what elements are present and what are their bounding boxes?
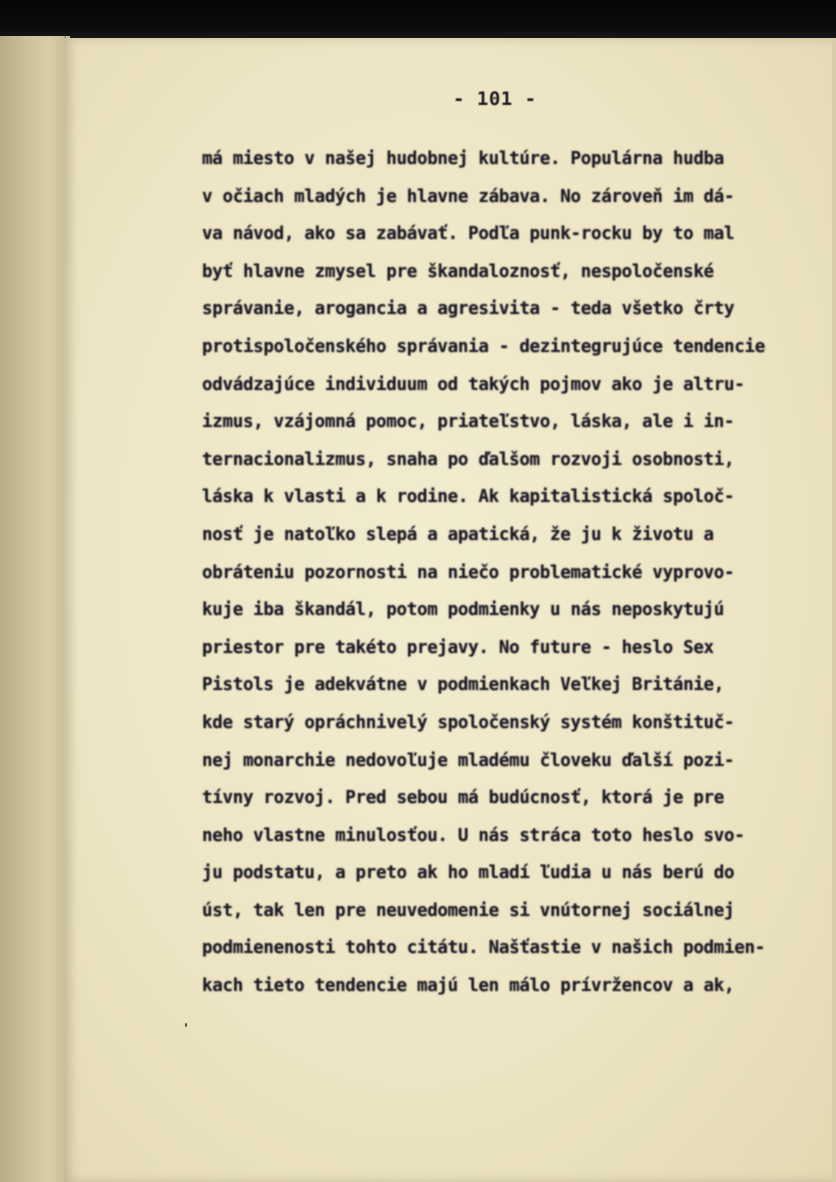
text-line: va návod, ako sa zabávať. Podľa punk-rocku by to mal (202, 224, 735, 245)
text-line: kach tieto tendencie majú len málo prívržencov a ak, (202, 976, 735, 997)
text-line: tívny rozvoj. Pred sebou má budúcnosť, ktorá je pre (202, 788, 725, 809)
body-text (202, 141, 792, 1006)
text-line: neho vlastne minulosťou. U nás stráca toto heslo svo- (202, 825, 745, 846)
book-page-stack (0, 36, 70, 1182)
text-line: správanie, arogancia a agresivita - teda všetko črty (202, 299, 735, 320)
text-line: ju podstatu, a preto ak ho mladí ľudia u nás berú do (202, 863, 735, 884)
text-line: nosť je natoľko slepá a apatická, že ju k životu a (202, 524, 714, 545)
text-line: v očiach mladých je hlavne zábava. No zároveň im dá- (202, 186, 735, 207)
text-line: priestor pre takéto prejavy. No future - heslo Sex (202, 637, 714, 658)
text-line: kuje iba škandál, potom podmienky u nás neposkytujú (202, 600, 725, 621)
text-line: nej monarchie nedovoľuje mladému človeku ďalší pozi- (202, 750, 735, 771)
scanner-edge (0, 0, 836, 40)
text-line: obráteniu pozornosti na niečo problematické vyprovo- (202, 562, 735, 583)
text-line: úst, tak len pre neuvedomenie si vnútornej sociálnej (202, 900, 735, 921)
text-line: kde starý opráchnivelý spoločenský systém konštituč- (202, 712, 735, 733)
text-line: izmus, vzájomná pomoc, priateľstvo, láska, ale i in- (202, 412, 735, 433)
text-line: byť hlavne zmysel pre škandaloznosť, nespoločenské (202, 261, 714, 282)
text-line: protispoločenského správania - dezintegrujúce tendencie (202, 336, 765, 357)
text-line: Pistols je adekvátne v podmienkach Veľkej Británie, (202, 675, 725, 696)
page-edge (832, 38, 836, 1182)
paper-speck (185, 1023, 187, 1027)
page-number: - 101 - (453, 88, 537, 110)
text-line: podmienenosti tohto citátu. Našťastie v našich podmien- (202, 938, 765, 959)
text-line: ternacionalizmus, snaha po ďalšom rozvoji osobnosti, (202, 449, 735, 470)
text-line: odvádzajúce individuum od takých pojmov ako je altru- (202, 374, 745, 395)
text-line: má miesto v našej hudobnej kultúre. Populárna hudba (202, 149, 725, 169)
text-line: láska k vlasti a k rodine. Ak kapitalistická spoloč- (202, 487, 735, 508)
